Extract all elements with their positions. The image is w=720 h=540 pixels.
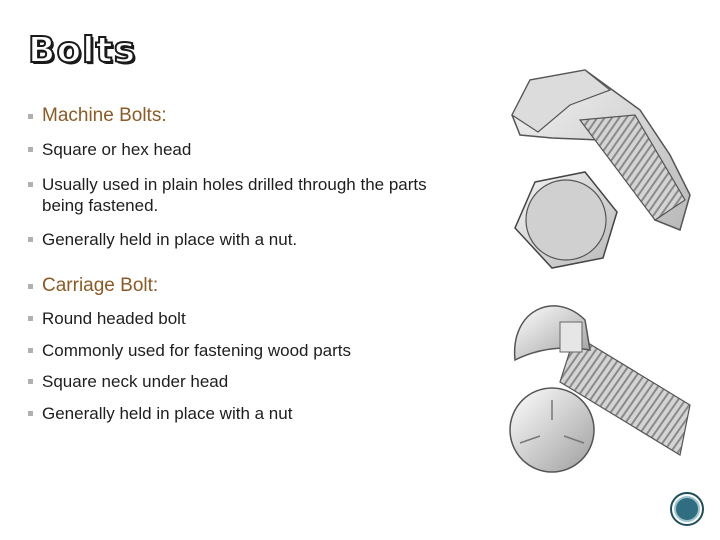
- bolt-illustrations: [490, 60, 700, 480]
- bullet-item: Generally held in place with a nut: [28, 403, 482, 424]
- bullet-item: Square neck under head: [28, 371, 482, 392]
- machine-bolt-hex-figure: [515, 172, 617, 268]
- carriage-bolt-end-figure: [510, 388, 594, 472]
- bullet-item: Square or hex head: [28, 139, 482, 160]
- bullet-item: Generally held in place with a nut.: [28, 229, 482, 250]
- circle-button-icon[interactable]: [669, 491, 705, 527]
- slide-title: Bolts: [28, 30, 137, 71]
- bullet-item: Usually used in plain holes drilled through the parts being fastened.: [28, 174, 462, 216]
- bullet-heading-machine-bolts: Machine Bolts:: [28, 105, 482, 126]
- bullet-heading-carriage-bolt: Carriage Bolt:: [28, 275, 482, 296]
- bullet-item: Commonly used for fastening wood parts: [28, 340, 482, 361]
- bullet-item: Round headed bolt: [28, 308, 482, 329]
